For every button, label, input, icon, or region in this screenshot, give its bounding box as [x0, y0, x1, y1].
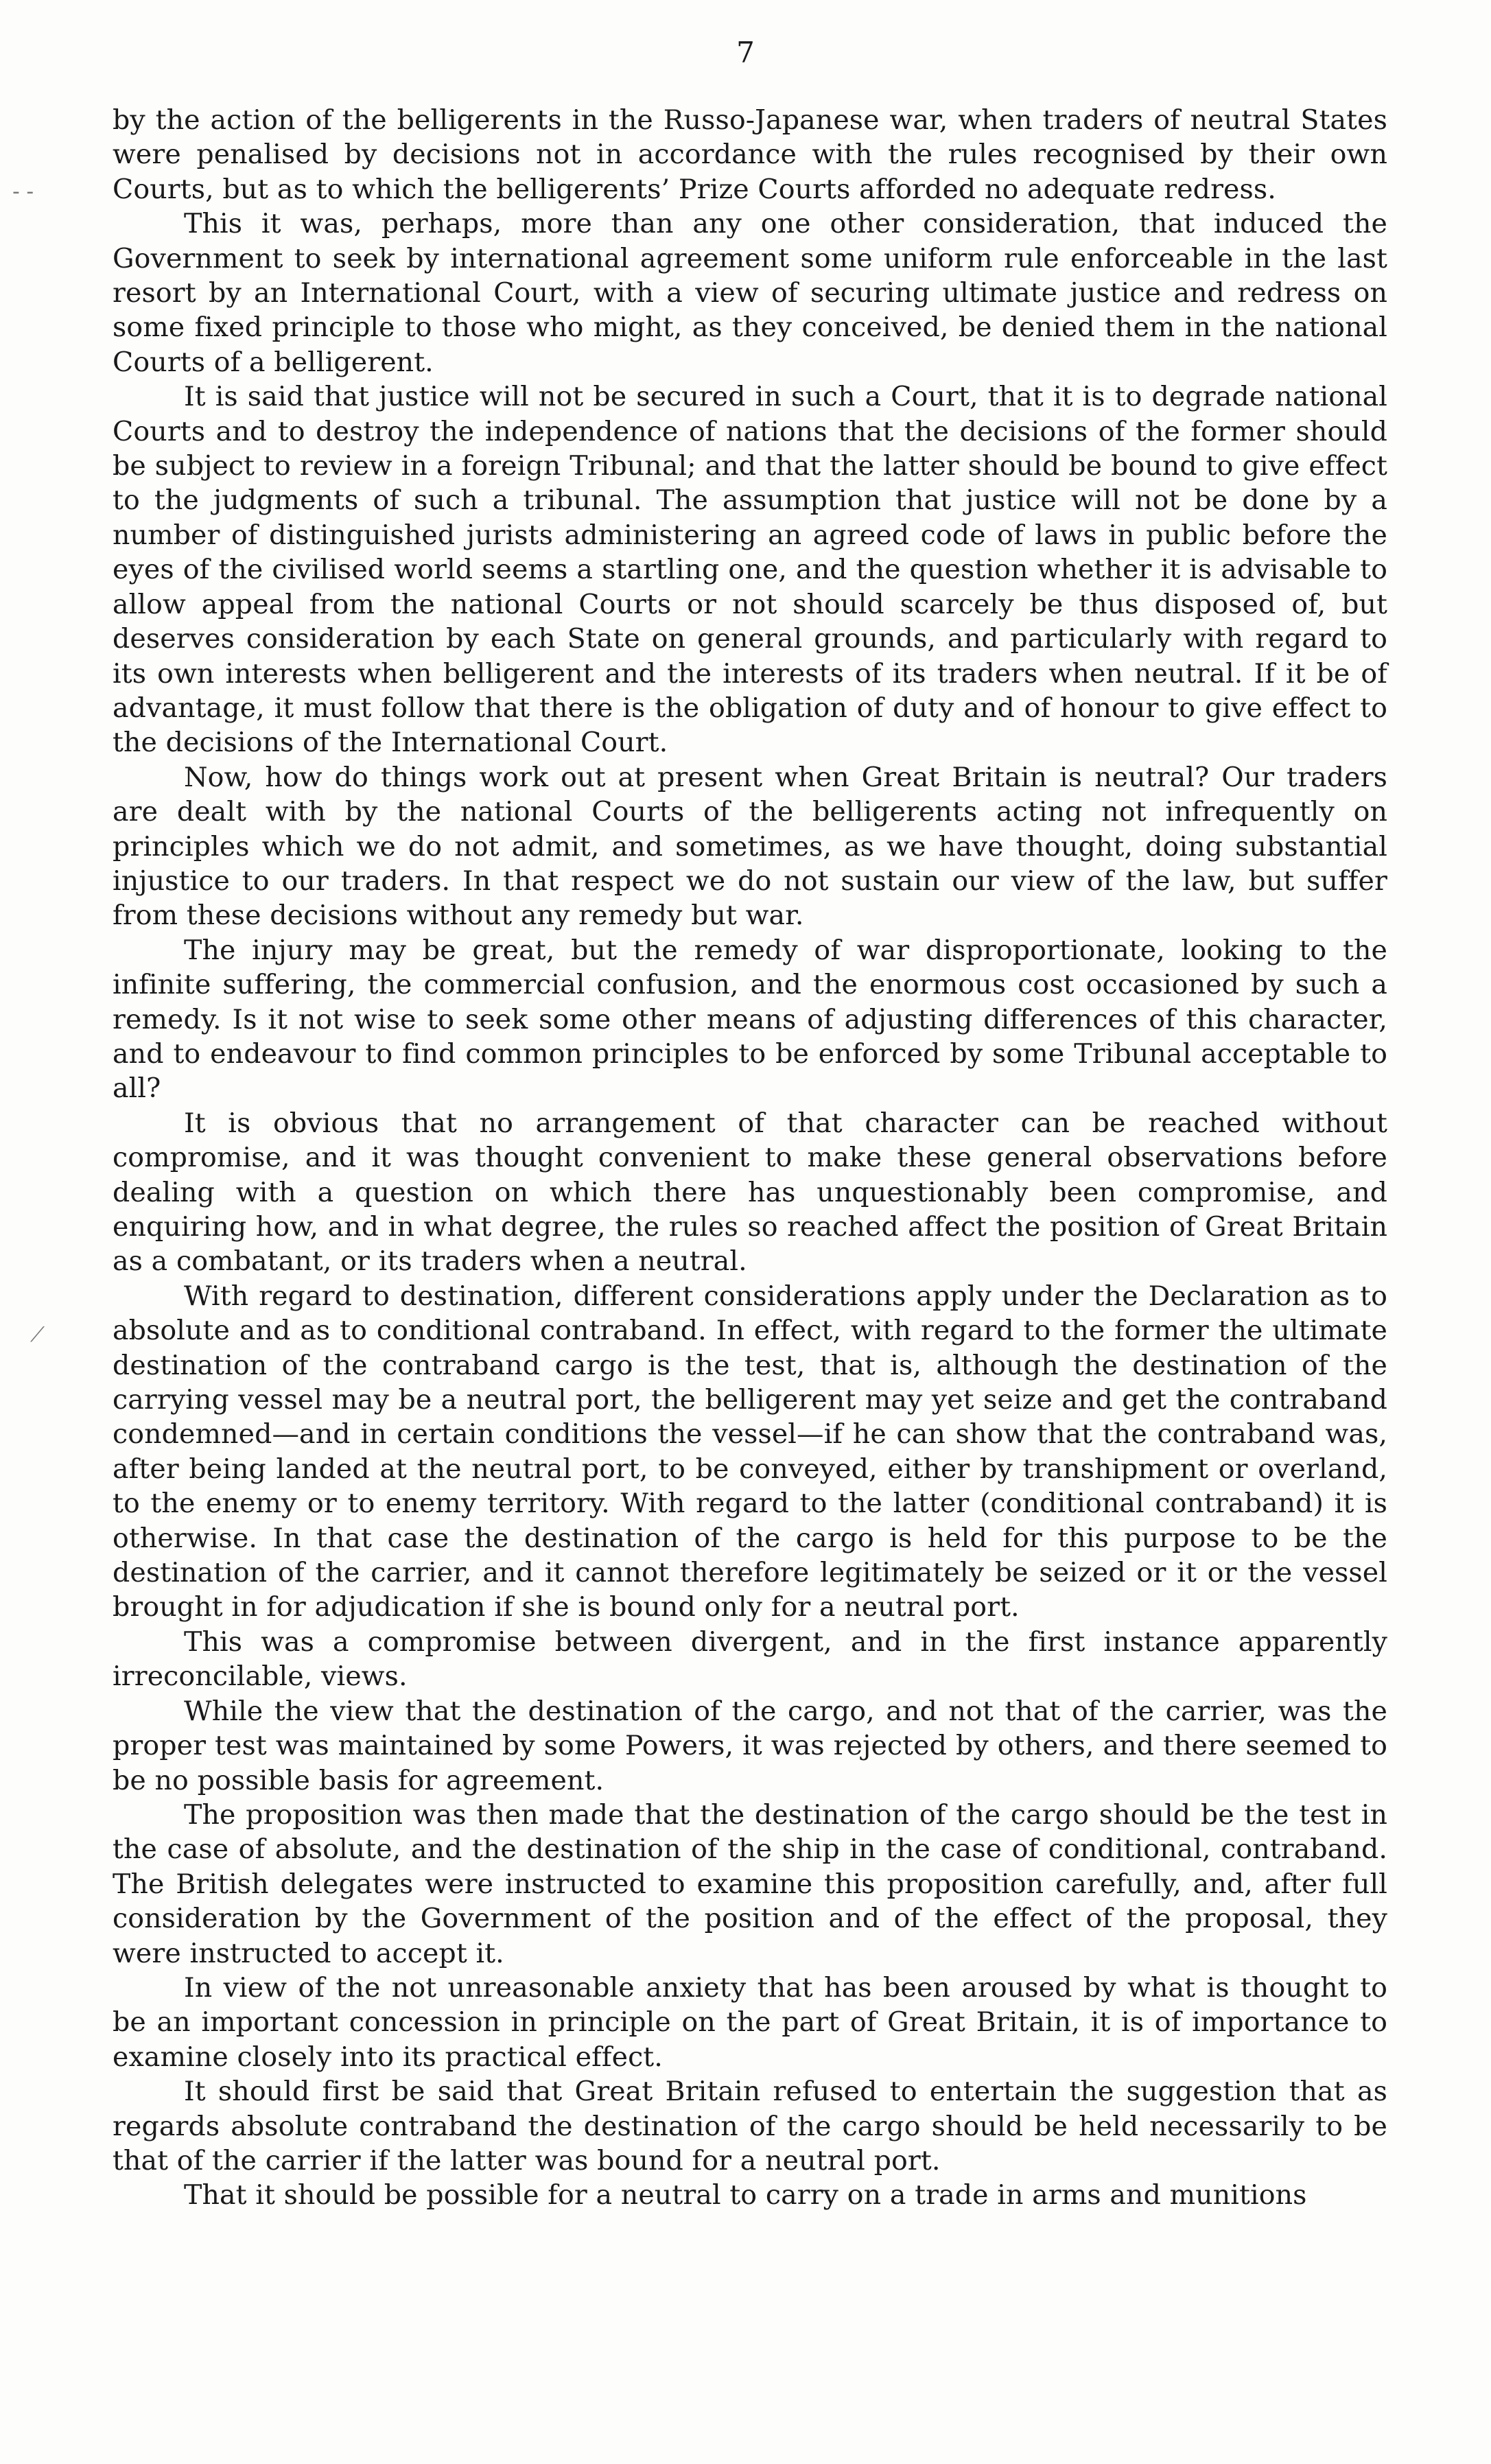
paragraph: It is obvious that no arrangement of that character can be reached without compromise, and it was thought convenient to make these general observations before dealing with a question on which there has unquestionably been compromise, and enquiring how, and in what degree, the rules so reached affect the position of Great Britain as a combatant, or its traders when a neutral. [113, 1107, 1387, 1278]
paragraph: While the view that the destination of the cargo, and not that of the carrier, was the proper test was maintained by some Powers, it was rejected by others, and there seemed to be no possible basis for agreement. [113, 1695, 1387, 1796]
paragraph: The injury may be great, but the remedy of war disproportionate, looking to the infinite suffering, the commercial confusion, and the enormous cost occasioned by such a remedy. Is it not wise to seek some other means of adjusting differences of this character, and to endeavour to find common principles to be enforced by some Tribunal acceptable to all? [113, 934, 1387, 1105]
paragraph: It should first be said that Great Britain refused to entertain the suggestion that as regards absolute contraband the destination of the cargo should be held necessarily to be that of the carrier if the latter was bound for a neutral port. [113, 2076, 1387, 2176]
paragraph: That it should be possible for a neutral to carry on a trade in arms and munitions [184, 2179, 1307, 2211]
paragraph: The proposition was then made that the destination of the cargo should be the test in the case of absolute, and the destination of the ship in the case of conditional, contraband. The British delegates were instructed to examine this proposition carefully, and, after full consideration by the Government of the position and of the effect of the proposal, they were instructed to accept it. [113, 1798, 1387, 1969]
margin-mark: - - [12, 180, 34, 204]
paragraph: It is said that justice will not be secured in such a Court, that it is to degrade national Courts and to destroy the independence of nations that the decisions of the former should be subject to review in a foreign Tribunal; and that the latter should be bound to give effect to the judgments of such a tribunal. The assumption that justice will not be done by a number of distinguished jurists administering an agreed code of laws in public before the eyes of the civilised world seems a startling one, and the question whether it is advisable to allow appeal from the national Courts or not should scarcely be thus disposed of, but deserves consideration by each State on general grounds, and particularly with regard to its own interests when belligerent and the interests of its traders when neutral. If it be of advantage, it must follow that there is the obligation of duty and of honour to give effect to the decisions of the International Court. [113, 381, 1387, 759]
paragraph: With regard to destination, different considerations apply under the Declaration as to absolute and as to conditional contraband. In effect, with regard to the former the ultimate destination of the contraband cargo is the test, that is, although the destination of the carrying vessel may be a neutral port, the belligerent may yet seize and get the contraband condemned—and in certain conditions the vessel—if he can show that the contraband was, after being landed at the neutral port, to be conveyed, either by transhipment or overland, to the enemy or to enemy territory. With regard to the latter (conditional contraband) it is otherwise. In that case the destination of the cargo is held for this purpose to be the destination of the carrier, and it cannot therefore legitimately be seized or it or the vessel brought in for adjudication if she is bound only for a neutral port. [113, 1280, 1387, 1623]
paragraph: by the action of the belligerents in the Russo-Japanese war, when traders of neutral States were penalised by decisions not in accordance with the rules recognised by their own Courts, but as to which the belligerents’ Prize Courts afforded no adequate redress. [113, 104, 1387, 205]
page-number: 7 [736, 36, 755, 69]
paragraph: This was a compromise between divergent, and in the first instance apparently irreconcilable, views. [113, 1626, 1387, 1693]
paragraph: In view of the not unreasonable anxiety that has been aroused by what is thought to be an important concession in principle on the part of Great Britain, it is of importance to examine closely into its practical effect. [113, 1971, 1387, 2073]
paragraph: Now, how do things work out at present when Great Britain is neutral? Our traders are dealt with by the national Courts of the belligerents acting not infrequently on principles which we do not admit, and sometimes, as we have thought, doing substantial injustice to our traders. In that respect we do not sustain our view of the law, but suffer from these decisions without any remedy but war. [113, 761, 1387, 932]
margin-mark: ⟋ [30, 1323, 45, 1347]
body-text [113, 103, 1387, 2213]
paragraph: This it was, perhaps, more than any one other consideration, that induced the Government to seek by international agreement some uniform rule enforceable in the last resort by an International Court, with a view of securing ultimate justice and redress on some fixed principle to those who might, as they conceived, be denied them in the national Courts of a belligerent. [113, 208, 1387, 378]
